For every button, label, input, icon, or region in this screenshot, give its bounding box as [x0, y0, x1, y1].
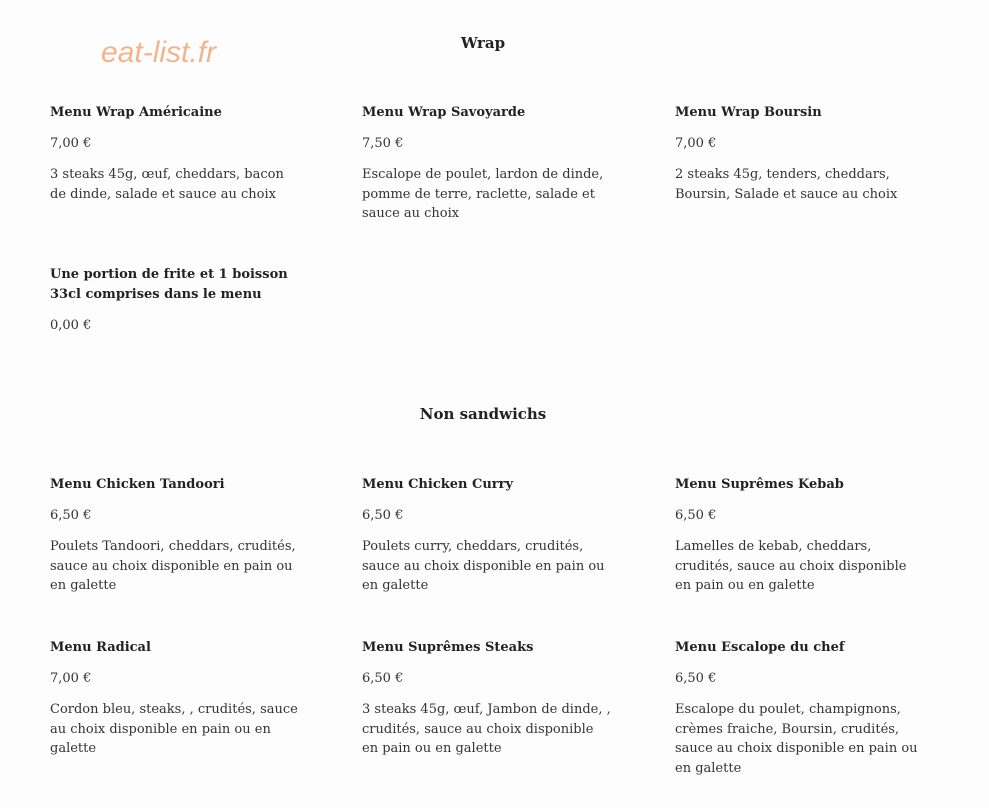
item-name: Menu Suprêmes Steaks [362, 640, 534, 655]
item-price: 6,50 € [675, 508, 717, 523]
menu-item[interactable] [50, 638, 300, 759]
item-description: 3 steaks 45g, œuf, cheddars, bacon de dinde, salade et sauce au choix [50, 167, 284, 202]
item-name: Menu Radical [50, 640, 151, 655]
item-name: Une portion de frite et 1 boisson 33cl comprises dans le menu [50, 267, 288, 302]
item-name: Menu Suprêmes Kebab [675, 477, 844, 492]
menu-item[interactable] [50, 265, 290, 336]
item-price: 6,50 € [50, 508, 92, 523]
menu-item[interactable] [362, 475, 612, 596]
menu-item[interactable] [362, 638, 612, 759]
item-price: 6,50 € [675, 671, 717, 686]
item-description: Escalope de poulet, lardon de dinde, pomme de terre, raclette, salade et sauce au choix [362, 167, 604, 221]
item-price: 0,00 € [50, 318, 92, 333]
item-price: 7,50 € [362, 136, 404, 151]
menu-item[interactable] [675, 475, 925, 596]
item-description: Escalope du poulet, champignons, crèmes fraiche, Boursin, crudités, sauce au choix disponible en pain ou en galette [675, 702, 918, 776]
section-title-wrap: Wrap [460, 34, 506, 52]
item-name: Menu Wrap Savoyarde [362, 105, 526, 120]
item-description: 2 steaks 45g, tenders, cheddars, Boursin, Salade et sauce au choix [675, 167, 898, 202]
item-price: 7,00 € [675, 136, 717, 151]
item-price: 6,50 € [362, 671, 404, 686]
site-watermark: eat-list.fr [101, 36, 217, 69]
item-description: 3 steaks 45g, œuf, Jambon de dinde, , crudités, sauce au choix disponible en pain ou en galette [362, 702, 611, 756]
menu-item[interactable] [362, 103, 612, 224]
item-description: Poulets Tandoori, cheddars, crudités, sauce au choix disponible en pain ou en galette [50, 539, 296, 593]
item-name: Menu Wrap Américaine [50, 105, 222, 120]
item-name: Menu Escalope du chef [675, 640, 845, 655]
item-description: Poulets curry, cheddars, crudités, sauce au choix disponible en pain ou en galette [362, 539, 605, 593]
item-name: Menu Chicken Tandoori [50, 477, 225, 492]
item-name: Menu Wrap Boursin [675, 105, 822, 120]
menu-item[interactable] [675, 638, 925, 778]
item-description: Lamelles de kebab, cheddars, crudités, sauce au choix disponible en pain ou en galette [675, 539, 907, 593]
item-price: 7,00 € [50, 136, 92, 151]
menu-item[interactable] [50, 475, 300, 596]
menu-item[interactable] [50, 103, 300, 204]
item-price: 6,50 € [362, 508, 404, 523]
item-name: Menu Chicken Curry [362, 477, 514, 492]
item-description: Cordon bleu, steaks, , crudités, sauce au choix disponible en pain ou en galette [50, 702, 298, 756]
item-price: 7,00 € [50, 671, 92, 686]
menu-item[interactable] [675, 103, 925, 204]
section-title-non-sandwichs: Non sandwichs [419, 405, 547, 423]
